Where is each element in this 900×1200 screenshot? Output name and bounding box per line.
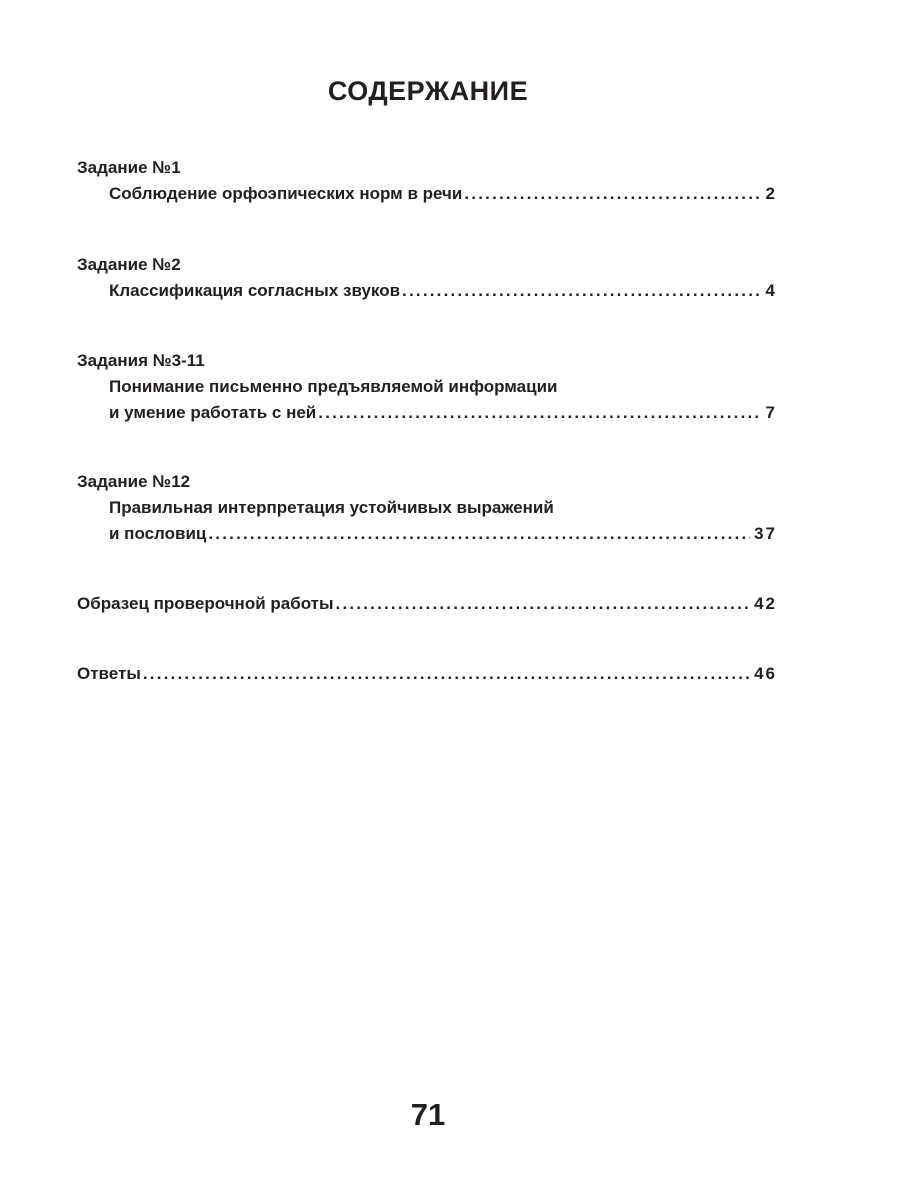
toc-section-task-12 <box>77 469 777 547</box>
toc-section-heading[interactable]: Задание №1 <box>77 158 181 177</box>
toc-entry-page: 4 <box>765 281 777 300</box>
toc-entry-title: и умение работать с ней <box>109 403 317 422</box>
toc-entry[interactable] <box>77 661 777 687</box>
toc-entry-sample-test <box>77 591 777 617</box>
dot-leader <box>143 661 750 687</box>
toc-entry-title: Правильная интерпретация устойчивых выражений <box>109 498 554 517</box>
toc-section-task-1 <box>77 155 777 207</box>
toc-entry-page: 7 <box>765 403 777 422</box>
toc-section-task-2 <box>77 252 777 304</box>
toc-entry[interactable] <box>77 400 777 426</box>
toc-entry-page: 2 <box>765 184 777 203</box>
toc-entry-title: Соблюдение орфоэпических норм в речи <box>109 184 463 203</box>
dot-leader <box>402 278 761 304</box>
toc-entry-line[interactable] <box>77 374 777 400</box>
toc-section-tasks-3-11 <box>77 348 777 426</box>
toc-entry-title: Понимание письменно предъявляемой информации <box>109 377 558 396</box>
toc-entry-line[interactable] <box>77 495 777 521</box>
toc-entry-page: 46 <box>754 664 777 683</box>
toc-entry[interactable] <box>77 521 777 547</box>
dot-leader <box>464 181 761 207</box>
toc-entry[interactable] <box>77 591 777 617</box>
page-title: СОДЕРЖАНИЕ <box>327 76 529 106</box>
toc-entry-title: Образец проверочной работы <box>77 594 334 613</box>
dot-leader <box>208 521 750 547</box>
dot-leader <box>336 591 751 617</box>
toc-section-heading[interactable]: Задание №2 <box>77 255 181 274</box>
toc-entry[interactable] <box>77 181 777 207</box>
page-number: 71 <box>410 1097 446 1132</box>
toc-entry-title: и пословиц <box>109 524 207 543</box>
toc-entry-title: Ответы <box>77 664 141 683</box>
toc-entry[interactable] <box>77 278 777 304</box>
dot-leader <box>318 400 761 426</box>
toc-entry-title: Классификация согласных звуков <box>109 281 401 300</box>
toc-entry-page: 37 <box>754 524 777 543</box>
toc-section-heading[interactable]: Задание №12 <box>77 472 191 491</box>
toc-entry-page: 42 <box>754 594 777 613</box>
toc-entry-answers <box>77 661 777 687</box>
toc-section-heading[interactable]: Задания №3-11 <box>77 351 205 370</box>
